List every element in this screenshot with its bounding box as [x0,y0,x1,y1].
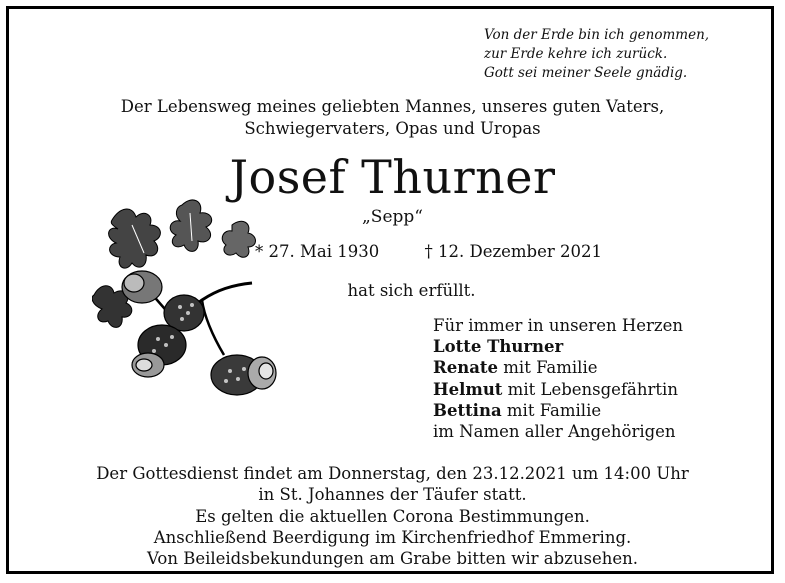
mourner-suffix: mit Familie [501,400,602,420]
intro-text [0,96,785,140]
deceased-nickname: „Sepp“ [362,207,423,227]
mourner-name: Helmut [433,379,503,399]
service-line: Es gelten die aktuellen Corona Bestimmungen. [195,506,590,526]
intro-line: Schwiegervaters, Opas und Uropas [244,119,541,138]
birth-date: * 27. Mai 1930 [255,242,380,261]
mourner-line [433,379,683,400]
service-line: Von Beileidsbekundungen am Grabe bitten wir abzusehen. [146,549,638,569]
service-info [0,463,785,569]
mourner-line [433,357,683,378]
mourner-name: Bettina [433,400,502,420]
mourner-line [433,400,683,421]
life-dates [255,242,602,261]
fulfilled-text: hat sich erfüllt. [347,281,476,300]
service-line: Anschließend Beerdigung im Kirchenfriedhof Emmering. [153,527,632,547]
mourners-block [433,315,683,442]
service-line: Der Gottesdienst findet am Donnerstag, den 23.12.2021 um 14:00 Uhr [96,464,689,483]
mourner-name: Renate [433,358,499,378]
deceased-name: Josef Thurner [229,150,556,204]
service-line: in St. Johannes der Täufer statt. [258,485,527,505]
mourner-name: Lotte Thurner [433,337,564,357]
mourner-suffix: mit Familie [498,358,598,378]
poem [484,26,709,83]
intro-line: Der Lebensweg meines geliebten Mannes, unseres guten Vaters, [120,97,665,116]
mourner-suffix: mit Lebensgefährtin [502,379,678,399]
mourner-line [433,336,683,357]
poem-line: Von der Erde bin ich genommen, [484,27,710,43]
poem-line: zur Erde kehre ich zurück. [484,46,668,62]
oak-acorn-illustration [92,195,282,410]
poem-line: Gott sei meiner Seele gnädig. [484,65,688,81]
mourners-heading: Für immer in unseren Herzen [433,316,683,335]
mourners-closing: im Namen aller Angehörigen [433,422,676,442]
death-date: † 12. Dezember 2021 [424,242,603,261]
